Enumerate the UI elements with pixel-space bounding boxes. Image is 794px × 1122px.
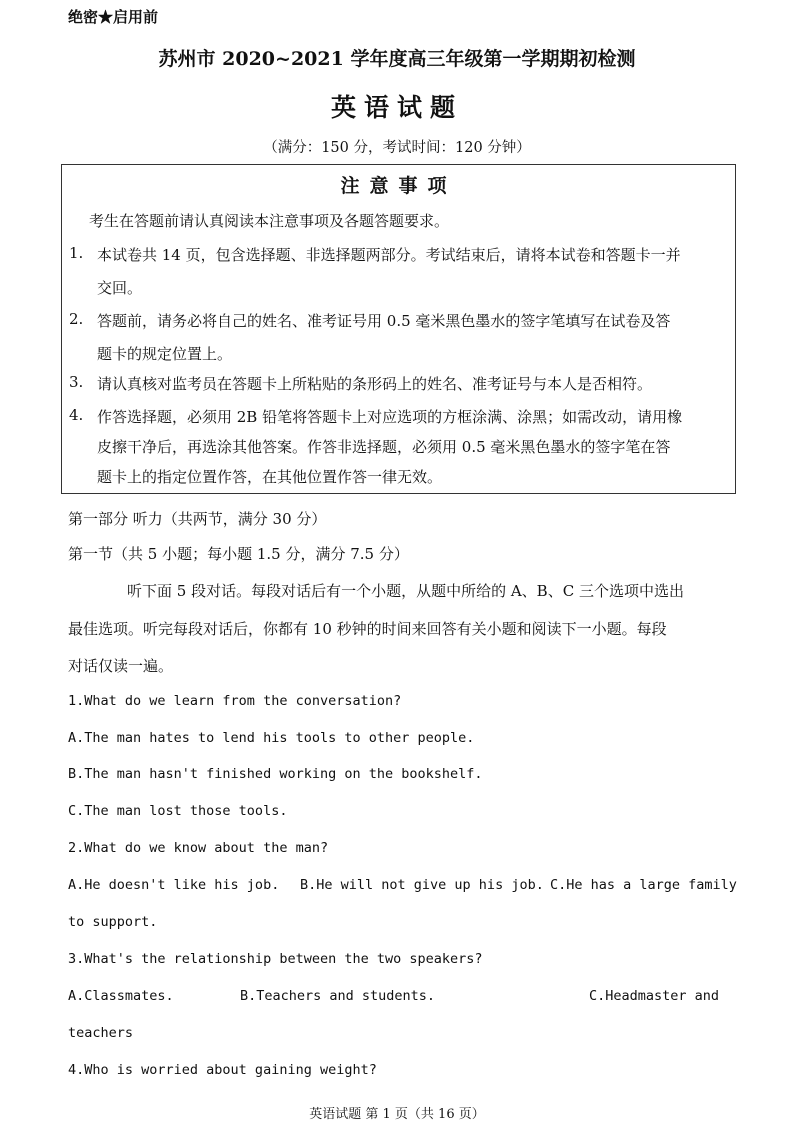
notice-item-text: 皮擦干净后，再选涂其他答案。作答非选择题，必须用 0.5 毫米黑色墨水的签字笔在答	[97, 438, 671, 456]
instruction-text: 对话仅读一遍。	[68, 657, 174, 675]
subject-title: 英语试题	[330, 93, 463, 122]
notice-item-text: 交回。	[97, 279, 143, 297]
answer-option: C.Headmaster and	[589, 988, 720, 1004]
notice-box	[61, 164, 736, 494]
answer-option: A.Classmates.	[68, 988, 174, 1004]
question-stem: 4.Who is worried about gaining weight?	[68, 1062, 377, 1078]
notice-title: 注意事项	[340, 175, 457, 197]
instruction-text: 听下面 5 段对话。每段对话后有一个小题，从题中所给的 A、B、C 三个选项中选出	[127, 582, 684, 600]
answer-option-continued: teachers	[68, 1025, 134, 1041]
notice-item-text: 答题前，请务必将自己的姓名、准考证号用 0.5 毫米黑色墨水的签字笔填写在试卷及答	[97, 312, 671, 330]
question-stem: 2.What do we know about the man?	[68, 840, 329, 856]
question-stem: 3.What's the relationship between the two speakers?	[68, 951, 483, 967]
notice-intro: 考生在答题前请认真阅读本注意事项及各题答题要求。	[89, 212, 450, 230]
part-heading: 第一部分 听力（共两节，满分 30 分）	[68, 510, 327, 528]
answer-option: B.He will not give up his job.	[300, 877, 544, 893]
exam-info: （满分：150 分，考试时间：120 分钟）	[263, 140, 531, 156]
answer-option-continued: to support.	[68, 914, 158, 930]
answer-option: A.He doesn't like his job.	[68, 877, 280, 893]
notice-item-text: 请认真核对监考员在答题卡上所粘贴的条形码上的姓名、准考证号与本人是否相符。	[97, 375, 653, 393]
notice-item-text: 作答选择题，必须用 2B 铅笔将答题卡上对应选项的方框涂满、涂黑；如需改动，请用橡	[97, 408, 683, 426]
notice-item-text: 题卡的规定位置上。	[97, 345, 233, 363]
notice-item-num: 4.	[69, 406, 84, 424]
answer-option: B.Teachers and students.	[240, 988, 436, 1004]
instruction-text: 最佳选项。听完每段对话后，你都有 10 秒钟的时间来回答有关小题和阅读下一小题。每段	[68, 620, 667, 638]
confidential-label: 绝密★启用前	[68, 8, 159, 26]
notice-item-num: 1.	[69, 244, 84, 262]
notice-item-num: 3.	[69, 373, 84, 391]
answer-option: C.The man lost those tools.	[68, 803, 288, 819]
notice-item-text: 本试卷共 14 页，包含选择题、非选择题两部分。考试结束后，请将本试卷和答题卡一并	[97, 246, 681, 264]
notice-item-num: 2.	[69, 310, 84, 328]
exam-title: 苏州市 2020~2021 学年度高三年级第一学期期初检测	[158, 48, 636, 70]
notice-item-text: 题卡上的指定位置作答，在其他位置作答一律无效。	[97, 468, 443, 486]
page-footer: 英语试题 第 1 页（共 16 页）	[309, 1107, 485, 1122]
question-stem: 1.What do we learn from the conversation?	[68, 693, 402, 709]
answer-option: C.He has a large family	[550, 877, 737, 893]
section-heading: 第一节（共 5 小题；每小题 1.5 分，满分 7.5 分）	[68, 545, 409, 563]
answer-option: B.The man hasn't finished working on the bookshelf.	[68, 766, 483, 782]
answer-option: A.The man hates to lend his tools to other people.	[68, 730, 475, 746]
